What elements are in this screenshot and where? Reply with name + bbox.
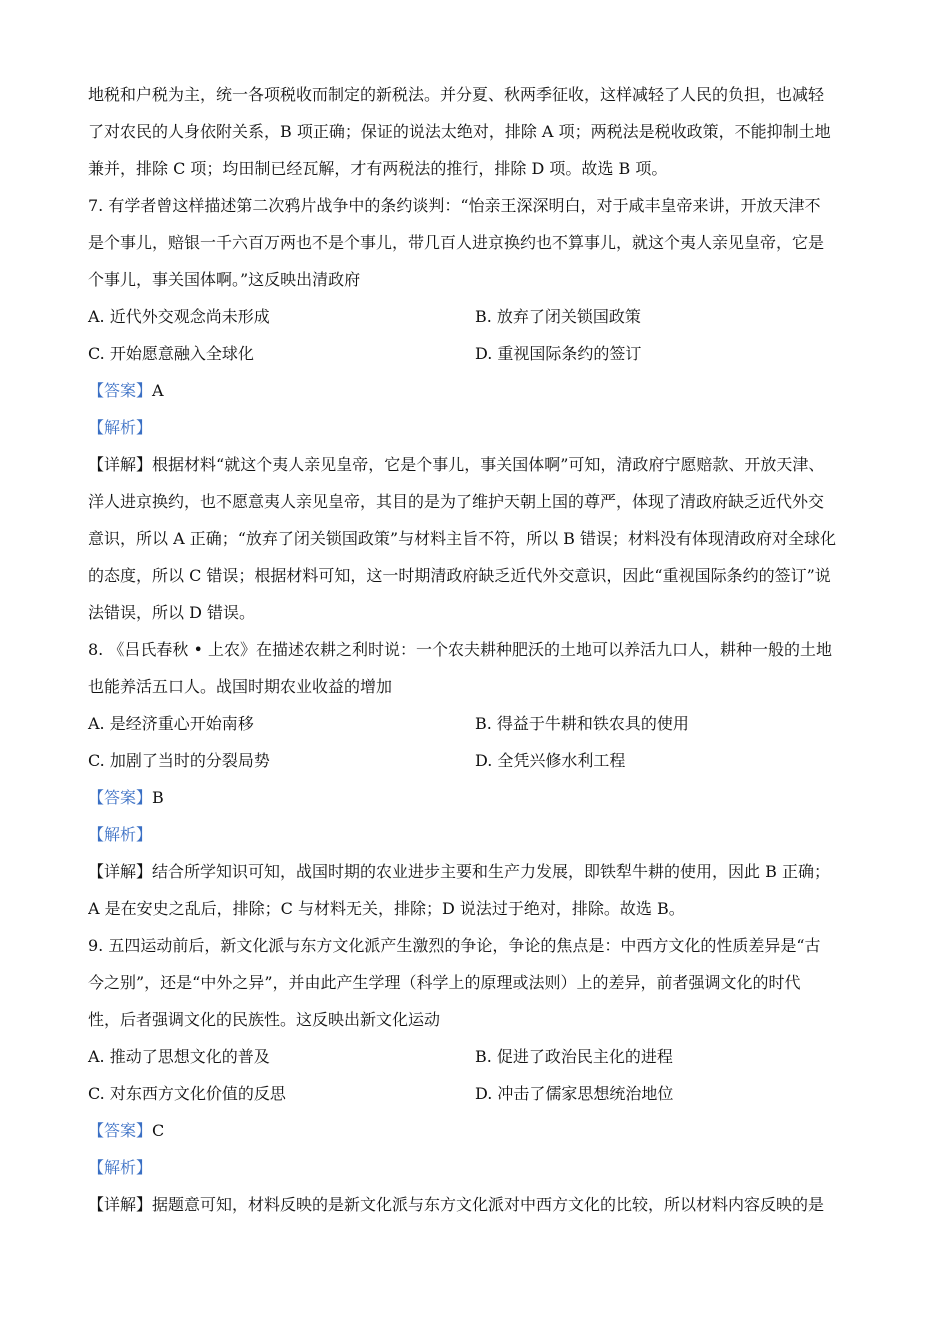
options-row — [88, 335, 862, 372]
option-c: C. 对东西方文化价值的反思 — [88, 1084, 286, 1103]
analysis-tag: 【解析】 — [88, 1158, 153, 1177]
answer-value: B — [152, 788, 164, 807]
answer-tag: 【答案】 — [88, 1121, 153, 1140]
options-row — [88, 1038, 862, 1075]
question-stem-line: 是个事儿，赔银一千六百万两也不是个事儿，带几百人进京换约也不算事儿，就这个夷人亲见皇帝，它是 — [88, 233, 825, 252]
option-d: D. 全凭兴修水利工程 — [475, 751, 626, 770]
text-line: 了对农民的人身依附关系，B 项正确；保证的说法太绝对，排除 A 项；两税法是税收政策，不能抑制土地 — [88, 122, 831, 141]
option-b: B. 促进了政治民主化的进程 — [475, 1047, 673, 1066]
question-stem-line: 性，后者强调文化的民族性。这反映出新文化运动 — [88, 1010, 441, 1029]
answer-tag: 【答案】 — [88, 788, 153, 807]
detail-tag: 【详解】 — [88, 862, 153, 881]
answer-value: A — [152, 381, 164, 400]
option-d: D. 重视国际条约的签订 — [475, 344, 642, 363]
detail-text: 根据材料“就这个夷人亲见皇帝，它是个事儿，事关国体啊”可知，清政府宁愿赔款、开放天津、 — [152, 455, 825, 474]
question-stem-line: 7. 有学者曾这样描述第二次鸦片战争中的条约谈判：“怡亲王深深明白，对于咸丰皇帝来讲，开放天津不 — [88, 196, 821, 215]
detail-line — [88, 1186, 862, 1223]
question-stem-line: 也能养活五口人。战国时期农业收益的增加 — [88, 677, 393, 696]
detail-line — [88, 446, 862, 483]
detail-line: 的态度，所以 C 错误；根据材料可知，这一时期清政府缺乏近代外交意识，因此“重视国际条约的签订”说 — [88, 566, 831, 585]
detail-line: 洋人进京换约，也不愿意夷人亲见皇帝，其目的是为了维护天朝上国的尊严，体现了清政府缺乏近代外交 — [88, 492, 825, 511]
detail-line — [88, 853, 862, 890]
previous-explanation — [88, 76, 862, 187]
analysis-line — [88, 816, 862, 853]
detail-text: 结合所学知识可知，战国时期的农业进步主要和生产力发展，即铁犁牛耕的使用，因此 B 正确； — [152, 862, 830, 881]
question-stem-line: 8. 《吕氏春秋 • 上农》在描述农耕之利时说：一个农夫耕种肥沃的土地可以养活九口人，耕种一般的土地 — [88, 640, 832, 659]
answer-line — [88, 779, 862, 816]
text-line: 地税和户税为主，统一各项税收而制定的新税法。并分夏、秋两季征收，这样减轻了人民的负担，也减轻 — [88, 85, 825, 104]
question-7 — [88, 187, 862, 631]
analysis-tag: 【解析】 — [88, 825, 153, 844]
question-stem-line: 今之别”，还是“中外之异”，并由此产生学理（科学上的原理或法则）上的差异，前者强调文化的时代 — [88, 973, 801, 992]
detail-text: 据题意可知，材料反映的是新文化派与东方文化派对中西方文化的比较，所以材料内容反映的是 — [152, 1195, 825, 1214]
text-line: 兼并，排除 C 项；均田制已经瓦解，才有两税法的推行，排除 D 项。故选 B 项。 — [88, 159, 668, 178]
question-9 — [88, 927, 862, 1223]
question-stem-line: 9. 五四运动前后，新文化派与东方文化派产生激烈的争论，争论的焦点是：中西方文化的性质差异是“古 — [88, 936, 821, 955]
question-8 — [88, 631, 862, 927]
option-b: B. 放弃了闭关锁国政策 — [475, 307, 641, 326]
options-row — [88, 705, 862, 742]
option-a: A. 近代外交观念尚未形成 — [88, 307, 270, 326]
option-a: A. 推动了思想文化的普及 — [88, 1047, 270, 1066]
option-b: B. 得益于牛耕和铁农具的使用 — [475, 714, 689, 733]
option-c: C. 开始愿意融入全球化 — [88, 344, 254, 363]
analysis-line — [88, 409, 862, 446]
analysis-line — [88, 1149, 862, 1186]
options-row — [88, 1075, 862, 1112]
answer-tag: 【答案】 — [88, 381, 153, 400]
answer-value: C — [152, 1121, 165, 1140]
question-stem-line: 个事儿，事关国体啊。”这反映出清政府 — [88, 270, 361, 289]
detail-line: A 是在安史之乱后，排除；C 与材料无关，排除；D 说法过于绝对，排除。故选 B。 — [88, 899, 685, 918]
detail-tag: 【详解】 — [88, 1195, 153, 1214]
option-d: D. 冲击了儒家思想统治地位 — [475, 1084, 674, 1103]
options-row — [88, 742, 862, 779]
detail-line: 意识，所以 A 正确；“放弃了闭关锁国政策”与材料主旨不符，所以 B 错误；材料没有体现清政府对全球化 — [88, 529, 837, 548]
option-c: C. 加剧了当时的分裂局势 — [88, 751, 270, 770]
answer-line — [88, 1112, 862, 1149]
option-a: A. 是经济重心开始南移 — [88, 714, 254, 733]
answer-line — [88, 372, 862, 409]
analysis-tag: 【解析】 — [88, 418, 153, 437]
options-row — [88, 298, 862, 335]
detail-tag: 【详解】 — [88, 455, 153, 474]
detail-line: 法错误，所以 D 错误。 — [88, 603, 256, 622]
